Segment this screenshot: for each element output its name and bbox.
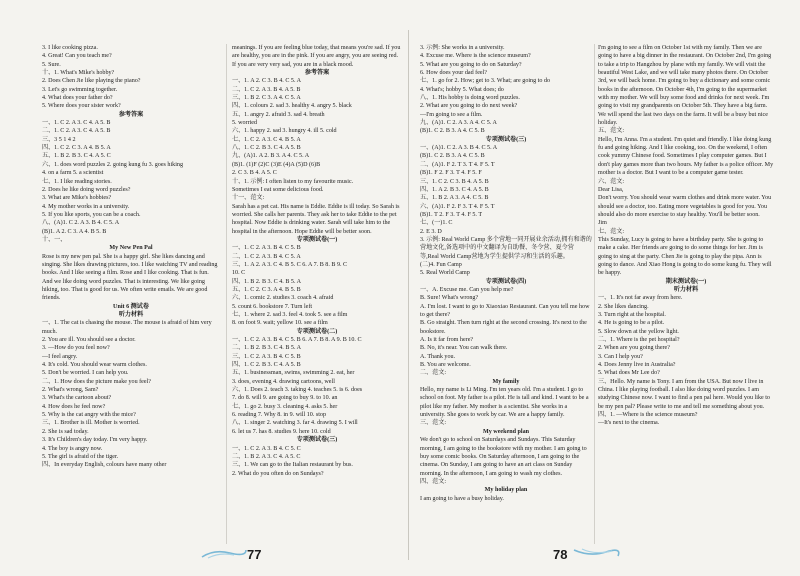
text-line: B. You are welcome. bbox=[420, 362, 471, 369]
text-line: 三、1. C 2. C 3. B 4. A 5. B bbox=[420, 178, 489, 185]
text-line: 三、1. A 2. A 3. C 4. B 5. C 6. A 7. B 8. B 9. C bbox=[232, 261, 348, 268]
text-line: 6. reading 7. Why 8. in 9. will 10. stop bbox=[232, 412, 326, 419]
text-line: 一、1. C 2. A 3. B 4. C 5. B bbox=[232, 245, 301, 252]
text-line: 十、1. What's Mike's hobby? bbox=[42, 70, 115, 77]
text-line: 三、1. C 2. A 3. B 4. C 5. B bbox=[232, 353, 301, 360]
text-line: 七、1. go 2. busy 3. cleaning 4. asks 5. her bbox=[232, 403, 338, 410]
text-line: 2. What's wrong, Sam? bbox=[42, 387, 99, 394]
text-line: 8. on foot 9. wait; yellow 10. see a film bbox=[232, 320, 328, 327]
text-line: 4. What's; hobby 5. What does; do bbox=[420, 86, 504, 93]
text-line: 6. let us 7. has 8. studies 9. here 10. cold bbox=[232, 428, 331, 435]
text-line: Sarah has a pet cat. His name is Eddie. Eddie is ill today. So Sarah is worried. She calls her parents. They ask her to take Eddie to the pet hospital. Now Eddie is drinking water. Sarah will take him to the hospital in the afternoon. Hope Eddie will be better soon. bbox=[232, 203, 400, 235]
text-line: 2. C 3. B 4. A 5. C bbox=[232, 170, 277, 177]
text-line: 四、1. colours 2. sad 3. healthy 4. angry 5. black bbox=[232, 103, 352, 110]
text-line: 七、(一)1. C bbox=[420, 220, 453, 227]
text-line: 五、1. angry 2. afraid 3. sad 4. breath bbox=[232, 111, 325, 118]
text-line: 3. It's Children's day today. I'm very happy. bbox=[42, 437, 148, 444]
text-line: 3. does, evening 4. drawing cartoons, well bbox=[232, 378, 335, 385]
text-line: 2. When are you going there? bbox=[598, 345, 670, 352]
section-heading: My New Pen Pal bbox=[109, 245, 153, 252]
text-line: 三、1. We can go to the Italian restaurant by bus. bbox=[232, 462, 353, 469]
text-line: 3. Can I help you? bbox=[598, 353, 643, 360]
text-line: 二、(A)1. F 2. T 3. T 4. F 5. T bbox=[420, 161, 495, 168]
column-3 bbox=[420, 44, 592, 564]
text-line: 四、1. B 2. B 3. C 4. B 5. A bbox=[232, 278, 302, 285]
section-heading: 专项测试卷(三) bbox=[296, 437, 338, 444]
column-divider bbox=[594, 44, 595, 544]
section-heading: 听力材料 bbox=[673, 286, 699, 293]
section-heading: 专项测试卷(四) bbox=[485, 278, 527, 285]
section-heading: My holiday plan bbox=[484, 487, 528, 494]
text-line: 2. She likes dancing. bbox=[598, 303, 649, 310]
text-line: (B)1. A 2. C 3. A 4. B 5. B bbox=[42, 228, 107, 235]
text-line: 6. How does your dad feel? bbox=[420, 70, 488, 77]
text-line: Rose is my new pen pal. She is a happy girl. She likes dancing and singing. She likes drawing pictures, too. I like watching TV and reading books. And I like seeing a film. Rose and I like cooking. That is fun. And we like doing word puzzles. That is interesting. We like going hiking, too. That is good for us. We often write emails. We are good friends. bbox=[42, 253, 218, 302]
text-line: I am going to have a busy holiday. bbox=[420, 495, 504, 502]
text-line: 二、1. Where is the pet hospital? bbox=[598, 337, 680, 344]
page-ornament-right bbox=[572, 547, 620, 559]
text-line: Sometimes I eat some delicious food. bbox=[232, 186, 324, 193]
text-line: 四、In everyday English, colours have many other bbox=[42, 462, 167, 469]
text-line: 5. What are you going to do on Saturday? bbox=[420, 61, 522, 68]
text-line: Don't worry. You should wear warm clothes and drink more water. You should see a doctor, too. Eating more vegetables is good for you. You should also do more exercise to stay healthy. You'll be better soon. bbox=[598, 195, 772, 218]
text-line: —I'm going to see a film. bbox=[420, 111, 483, 118]
text-line: 四、1. C 2. C 3. A 4. B 5. A bbox=[42, 145, 111, 152]
text-line: 七、1. C 2. A 3. C 4. B 5. A bbox=[232, 136, 301, 143]
text-line: 二、1. C 2. A 3. C 4. A 5. B bbox=[42, 128, 111, 135]
section-heading: 参考答案 bbox=[304, 70, 330, 77]
page-ornament-left bbox=[200, 547, 248, 559]
text-line: 八、1. His hobby is doing word puzzles. bbox=[420, 95, 520, 102]
text-line: 二、1. C 2. A 3. B 4. A 5. B bbox=[232, 86, 301, 93]
text-line: (二)4. Fun Camp bbox=[420, 261, 462, 268]
text-line: 四、范文: bbox=[420, 478, 447, 485]
text-line: 一、1. C 2. A 3. B 4. C 5. C bbox=[232, 445, 301, 452]
column-4 bbox=[598, 44, 774, 564]
text-line: 4. My mother works in a university. bbox=[42, 203, 130, 210]
text-line: Dear Lisa, bbox=[598, 186, 624, 193]
text-line: B. Sure! What's wrong? bbox=[420, 295, 479, 302]
text-line: 一、1. The cat is chasing the mouse. The mouse is afraid of him very much. bbox=[42, 320, 212, 335]
text-line: I'm going to see a film on October 1st with my family. Then we are going to have a big dinner in the restaurant. On October 2nd, I'm going to take a trip to Hangzhou by plane with my family. We will visit the beautiful West Lake, and we will take many photos there. On October 3rd, we will back home. I'm going to buy a dictionary and some comic books in the afternoon. On October 4th, I'm going to the supermarket with my mother. We will buy some food and drinks for next week. I'm going to visit my grandparents on October 5th. They have a big farm. We will spend the last two days on the farm. It will be a busy but nice holiday. bbox=[598, 45, 772, 127]
text-line: 六、1. Does 2. teach 3. taking 4. teaches 5. is 6. does bbox=[232, 387, 363, 394]
text-line: 二、1. B 2. B 3. C 4. B 5. A bbox=[232, 345, 302, 352]
text-line: 二、1. C 2. A 3. B 4. C 5. A bbox=[232, 253, 301, 260]
text-line: 4. The boy is angry now. bbox=[42, 445, 103, 452]
text-line: 2. You are ill. You should see a doctor. bbox=[42, 337, 136, 344]
text-line: (B)1. T 2. F 3. T 4. F 5. T bbox=[420, 211, 483, 218]
text-line: 一、A. Excuse me. Can you help me? bbox=[420, 286, 514, 293]
text-line: 3. Turn right at the hospital. bbox=[598, 312, 666, 318]
text-line: 一、1. C 2. A 3. C 4. A 5. B bbox=[42, 120, 111, 127]
text-line: 5. Sure. bbox=[42, 61, 61, 68]
section-heading: 期末测试卷(一) bbox=[665, 278, 707, 285]
text-line: 10. C bbox=[232, 270, 246, 277]
text-line: 5. If you like sports, you can be a coach. bbox=[42, 211, 141, 218]
text-line: 3. 示例: Real World Camp 多个营地一同开展业余活动,拥有和谐的营地文化,备选项中的中文翻译为自助餐、冬令营、夏令营等,Real World Camp营地为学生提供学习和生活的乐趣。 bbox=[420, 236, 592, 260]
text-line: 4. on a farm 5. a scientist bbox=[42, 170, 104, 177]
section-heading: My weekend plan bbox=[482, 428, 530, 435]
text-line: 二、1. B 2. A 3. C 4. A 5. C bbox=[232, 453, 301, 460]
text-line: 4. It's cold. You should wear warm clothes. bbox=[42, 362, 147, 369]
text-line: 5. The girl is afraid of the tiger. bbox=[42, 453, 119, 460]
text-line: 一、1. It's not far away from here. bbox=[598, 295, 683, 302]
text-line: 一、1. C 2. A 3. B 4. C 5. B 6. A 7. B 8. A 9. B 10. C bbox=[232, 337, 362, 344]
text-line: 四、1. A 2. B 3. C 4. A 5. B bbox=[420, 186, 489, 193]
text-line: 一、(A)1. C 2. A 3. B 4. C 5. A bbox=[420, 145, 498, 152]
section-heading: Unit 6 测试卷 bbox=[113, 303, 149, 310]
text-line: (B)1. C 2. B 3. A 4. C 5. B bbox=[420, 153, 485, 160]
text-line: 六、1. happy 2. sad 3. hungry 4. ill 5. cold bbox=[232, 128, 337, 135]
column-2 bbox=[232, 44, 402, 544]
book-gutter bbox=[408, 30, 409, 560]
section-heading: 参考答案 bbox=[118, 111, 144, 118]
text-line: 九、(A)1. A 2. B 3. A 4. C 5. A bbox=[232, 153, 310, 160]
text-line: (B)1. F 2. F 3. T 4. F 5. F bbox=[420, 170, 482, 177]
text-line: 六、范文: bbox=[598, 178, 625, 185]
text-line: 五、1. businessman, swims, swimming 2. eat, her bbox=[232, 370, 355, 377]
text-line: B. Go straight. Then turn right at the second crossing. It's next to the bookstore. bbox=[420, 320, 587, 335]
text-line: 十一、范文: bbox=[232, 195, 265, 202]
section-heading: 专项测试卷(二) bbox=[296, 328, 338, 335]
column-1 bbox=[42, 44, 220, 544]
page-number-left: 77 bbox=[247, 547, 262, 562]
text-line: B. No, it's near. You can walk there. bbox=[420, 345, 508, 352]
text-line: 3. —How do you feel now? bbox=[42, 345, 110, 352]
text-line: 三、1. Brother is ill. Mother is worried. bbox=[42, 420, 140, 427]
text-line: 5. Why is the cat angry with the mice? bbox=[42, 412, 136, 419]
text-line: A. Is it far from here? bbox=[420, 337, 474, 344]
page-number-right: 78 bbox=[553, 547, 568, 562]
text-line: 3. I like cooking pizza. bbox=[42, 45, 98, 51]
text-line: 六、1. does word puzzles 2. going kung fu 3. goes hiking bbox=[42, 161, 183, 168]
text-line: 四、1. —Where is the science museum? bbox=[598, 412, 698, 419]
text-line: Jim bbox=[598, 220, 607, 227]
section-heading: 专项测试卷(一) bbox=[296, 236, 338, 243]
text-line: 九、(A)1. C 2. A 3. A 4. C 5. A bbox=[420, 120, 497, 127]
text-line: 4. Does Jenny live in Australia? bbox=[598, 362, 676, 369]
text-line: 五、1. B 2. A 3. A 4. C 5. B bbox=[420, 195, 489, 202]
text-line: —I feel angry. bbox=[42, 353, 78, 360]
text-line: A. Thank you. bbox=[420, 353, 456, 360]
text-line: Hello, I'm Anna. I'm a student. I'm quiet and friendly. I like doing kung fu and going hiking. And I like cooking, too. On the weekend, I often cook yummy Chinese food. Sometimes I play computer games. But I don't play games more than two hours. My father is a police officer. My mother is a doctor. But I want to be a computer game tester. bbox=[598, 136, 774, 177]
text-line: 三、1. B 2. C 3. A 4. C 5. A bbox=[232, 95, 301, 102]
text-line: 三、范文: bbox=[420, 420, 447, 427]
text-line: 五、范文: bbox=[598, 128, 625, 135]
text-line: 三、3 5 1 4 2 bbox=[42, 136, 76, 143]
text-line: Hello, my name is Li Ming. I'm ten years old. I'm a student. I go to school on foot. My father is a pilot. He is tall and kind. I want to be a pilot like my father. My mother is a scientist. She works in a university. She goes to work by car. We are a happy family. bbox=[420, 387, 589, 419]
text-line: 五、1. C 2. C 3. A 4. B 5. B bbox=[232, 286, 301, 293]
text-line: 5. worried bbox=[232, 120, 258, 127]
text-line: 八、(A)1. C 2. A 3. B 4. C 5. A bbox=[42, 220, 120, 227]
text-line: (B)1. C 2. B 3. A 4. C 5. B bbox=[420, 128, 485, 135]
text-line: 4. Great! Can you teach me? bbox=[42, 53, 112, 60]
text-line: 七、范文: bbox=[598, 228, 625, 235]
text-line: 4. He is going to be a pilot. bbox=[598, 320, 665, 327]
text-line: 3. Let's go swimming together. bbox=[42, 86, 118, 93]
text-line: 2. Does Chen Jie like playing the piano? bbox=[42, 78, 141, 85]
text-line: 4. What does your father do? bbox=[42, 95, 113, 102]
text-line: 十、一、 bbox=[42, 236, 67, 243]
text-line: 3. What's the cartoon about? bbox=[42, 395, 112, 402]
text-line: 八、1. singer 2. watching 3. far 4. drawing 5. I will bbox=[232, 420, 358, 427]
text-line: 5. Where does your sister work? bbox=[42, 103, 121, 110]
text-line: 四、1. C 2. B 3. C 4. A 5. B bbox=[232, 362, 301, 369]
text-line: 7. do 8. will 9. are going to buy 9. to 10. an bbox=[232, 395, 338, 402]
text-line: 4. Excuse me. Where is the science museum? bbox=[420, 53, 531, 60]
text-line: 七、1. go for 2. How; get to 3. What; are going to do bbox=[420, 78, 551, 85]
text-line: 2. E 3. D bbox=[420, 228, 442, 235]
text-line: 5. Don't be worried. I can help you. bbox=[42, 370, 129, 377]
text-line: 2. What do you often do on Sundays? bbox=[232, 470, 324, 477]
text-line: 七、1. I like reading stories. bbox=[42, 178, 112, 185]
text-line: 六、1. comic 2. studies 3. coach 4. afraid bbox=[232, 295, 334, 302]
text-line: 3. 示例: She works in a university. bbox=[420, 45, 505, 51]
text-line: A. I'm lost. I want to go to Xiaoxiao Restaurant. Can you tell me how to get there? bbox=[420, 303, 590, 318]
text-line: 2. She is sad today. bbox=[42, 428, 89, 435]
column-divider bbox=[226, 44, 227, 544]
text-line: 六、(A)1. F 2. F 3. T 4. F 5. T bbox=[420, 203, 495, 210]
text-line: 八、1. C 2. B 3. C 4. A 5. B bbox=[232, 145, 301, 152]
text-line: This Sunday, Lucy is going to have a birthday party. She is going to make a cake. Her friends are going to do some things for her. Jim is going to sing at the party. Chen Jie is going to play the pipa. Ann is going to dance. And Xiao Hong is going to do some kung fu. They will be happy. bbox=[598, 236, 772, 277]
text-line: 一、1. A 2. C 3. B 4. C 5. A bbox=[232, 78, 302, 85]
text-line: 5. Slow down at the yellow light. bbox=[598, 328, 679, 335]
text-line: We don't go to school on Saturdays and Sundays. This Saturday morning, I am going to the bookstore with my mother. I am going to buy some comic books. On Saturday afternoon, I am going to the cinema. On Sunday, I am going to have an art class on Sunday morning. In the afternoon, I am going to wash my clothes. bbox=[420, 437, 587, 477]
text-line: 5. count 6. bookstore 7. Turn left bbox=[232, 303, 313, 310]
text-line: 十、1. 示例: I often listen to my favourite music. bbox=[232, 178, 354, 185]
text-line: 七、1. where 2. sad 3. feel 4. took 5. see a film bbox=[232, 312, 348, 318]
text-line: 2. Does he like doing word puzzles? bbox=[42, 186, 131, 193]
text-line: 三、Hello. My name is Tony. I am from the USA. But now I live in China. I like playing football. I also like doing word puzzles. I am studying Chinese now. I want to find a pen pal here. Would you like to be my pen pal? Please write to me and tell me something about you. bbox=[598, 378, 770, 410]
text-line: 5. Real World Camp bbox=[420, 270, 470, 277]
section-heading: My family bbox=[492, 378, 520, 385]
text-line: 2. What are you going to do next week? bbox=[420, 103, 518, 110]
text-line: meanings. If you are feeling blue today, that means you're sad. If you are healthy, you are in the pink. If you are angry, you are seeing red. If you are very very sad, you are in a black mood. bbox=[232, 45, 401, 68]
text-line: (B)1. (1)F (2)C (3)E (4)A (5)D (6)B bbox=[232, 161, 321, 168]
text-line: 二、1. How does the picture make you feel? bbox=[42, 378, 151, 385]
text-line: 五、1. B 2. B 3. C 4. A 5. C bbox=[42, 153, 111, 160]
text-line: 4. How does he feel now? bbox=[42, 403, 106, 410]
text-line: 5. What does Mr Lee do? bbox=[598, 370, 660, 377]
section-heading: 专项测试卷(三) bbox=[485, 136, 527, 143]
text-line: —It's next to the cinema. bbox=[598, 420, 660, 427]
section-heading: 听力材料 bbox=[118, 312, 144, 318]
text-line: 二、范文: bbox=[420, 370, 447, 377]
text-line: 3. What are Mike's hobbies? bbox=[42, 195, 112, 202]
